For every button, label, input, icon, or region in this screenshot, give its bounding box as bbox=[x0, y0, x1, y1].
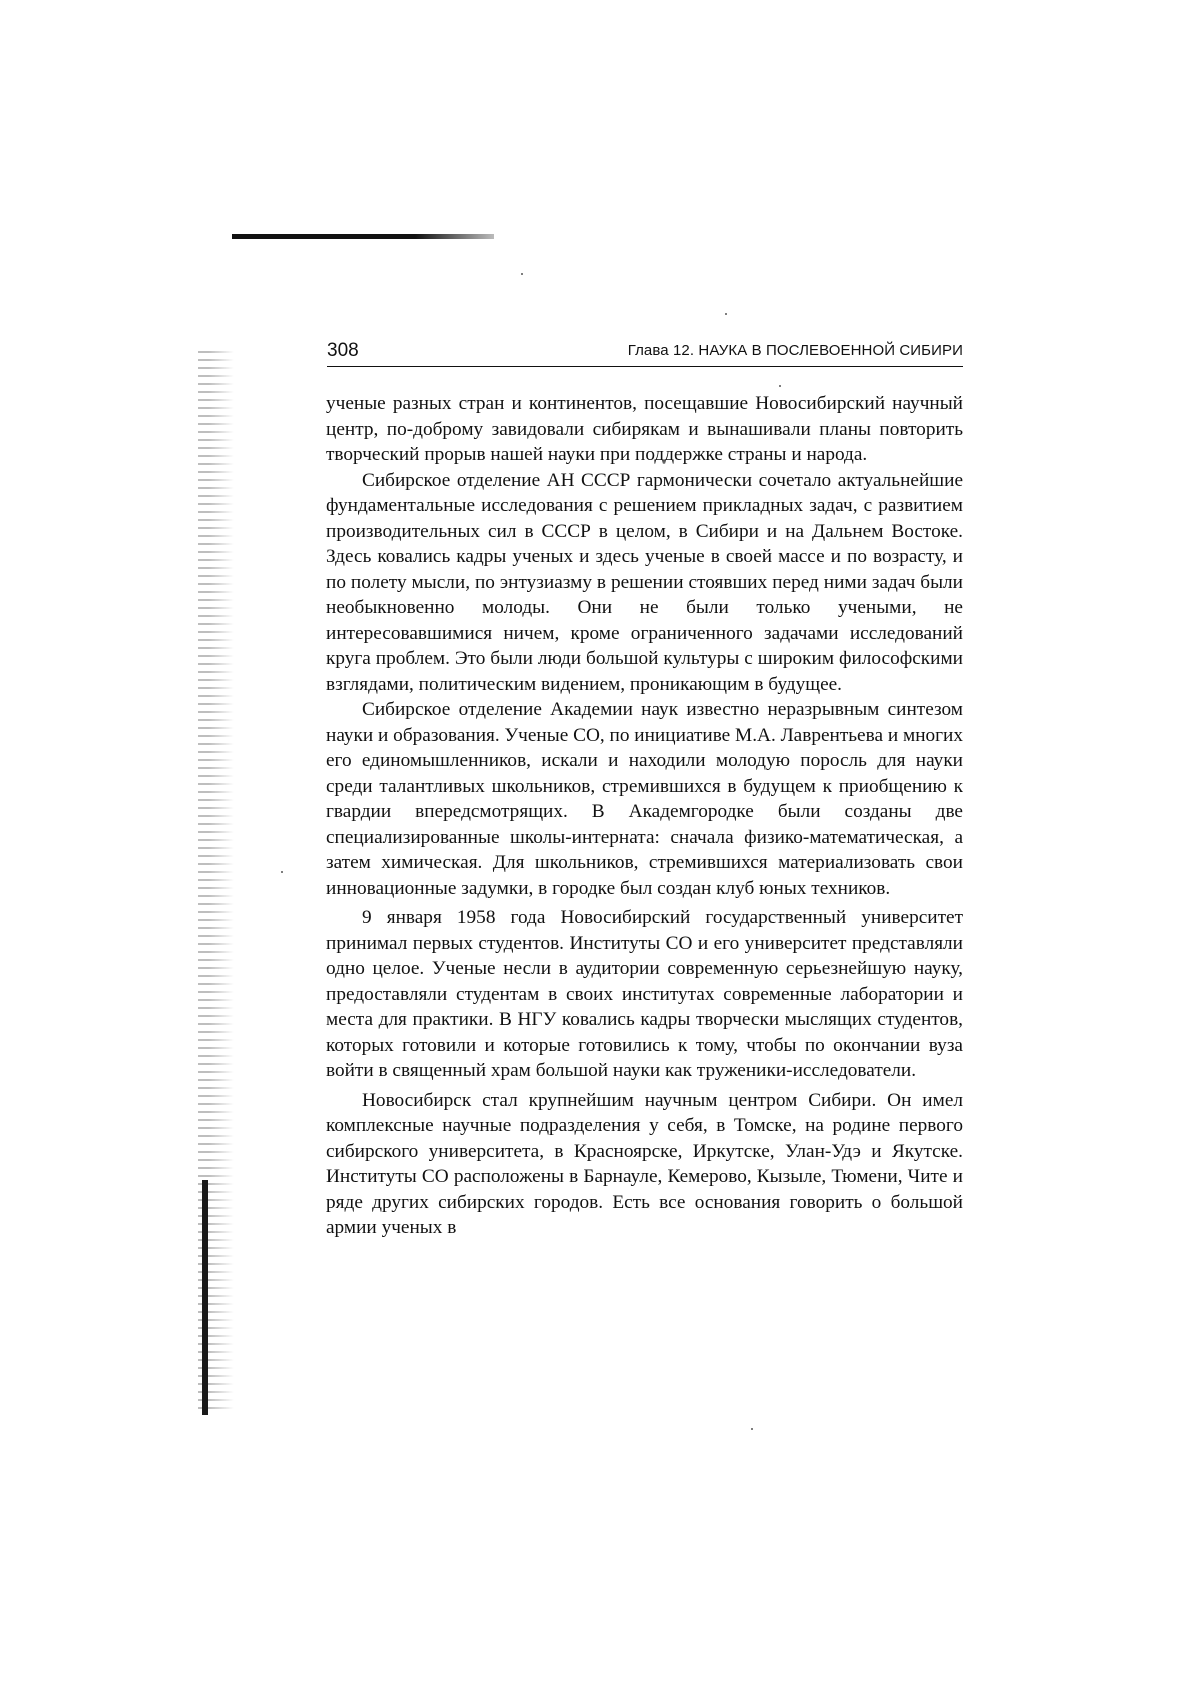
scan-speck bbox=[281, 871, 283, 873]
scan-speck bbox=[751, 1428, 753, 1430]
paragraph: Новосибирск стал крупнейшим научным центром Сибири. Он имел комплексные научные подразделения у себя, в Томске, на родине первого сибирского университета, в Красноярске, Иркутске, Улан-Удэ и Якутске. Институты СО расположены в Барнауле, Кемерово, Кызыле, Тюмени, Чите и ряде других сибирских городов. Есть все основания говорить о большой армии ученых в bbox=[326, 1089, 963, 1238]
running-header bbox=[327, 338, 963, 367]
scan-speck bbox=[725, 313, 727, 315]
body-text bbox=[326, 391, 963, 1241]
paragraph: Сибирское отделение АН СССР гармонически сочетало актуальнейшие фундаментальные исследования с решением прикладных задач, с развитием производительных сил в СССР в целом, в Сибири и на Дальнем Востоке. Здесь ковались кадры ученых и здесь ученые в своей массе и по возрасту, и по полету мысли, по энтузиазму в решении стоявших перед ними задач были необыкновенно молоды. Они не были только учеными, не интересовавшимися ничем, кроме ограниченного задачами исследований круга проблем. Это были люди большой культуры с широким философскими взглядами, политическим видением, проникающим в будущее. bbox=[326, 469, 963, 695]
paragraph: 9 января 1958 года Новосибирский государственный университет принимал первых студентов. Институты СО и его университет представляли одно целое. Ученые несли в аудитории современную серьезнейшую науку, предоставляли студентам в своих институтах современные лаборатории и места для практики. В НГУ ковались кадры творчески мыслящих студентов, которых готовили и которые готовились к тому, чтобы по окончании вуза войти в священный храм большой науки как труженики-исследователи. bbox=[326, 907, 963, 1081]
paragraph-continuation: ученые разных стран и континентов, посещавшие Новосибирский научный центр, по-доброму завидовали сибирякам и вынашивали планы повторить творческий прорыв нашей науки при поддержке страны и народа. bbox=[326, 393, 963, 465]
top-decorative-rule bbox=[232, 234, 494, 239]
page-number: 308 bbox=[327, 340, 359, 361]
scan-speck bbox=[521, 273, 523, 275]
paragraph: Сибирское отделение Академии наук известно неразрывным синтезом науки и образования. Ученые СО, по инициативе М.А. Лаврентьева и многих его единомышленников, искали и находили молодую поросль для науки среди талантливых школьников, стремившихся в будущем к приобщению к гвардии впередсмотрящих. В Академгородке были созданы две специализированные школы-интерната: сначала физико-математическая, а затем химическая. Для школьников, стремившихся материализовать свои инновационные задумки, в городке был создан клуб юных техников. bbox=[326, 699, 964, 899]
chapter-title: Глава 12. НАУКА В ПОСЛЕВОЕННОЙ СИБИРИ bbox=[627, 342, 963, 359]
scan-binding-shadow bbox=[202, 1180, 208, 1415]
scan-speck bbox=[779, 385, 781, 387]
